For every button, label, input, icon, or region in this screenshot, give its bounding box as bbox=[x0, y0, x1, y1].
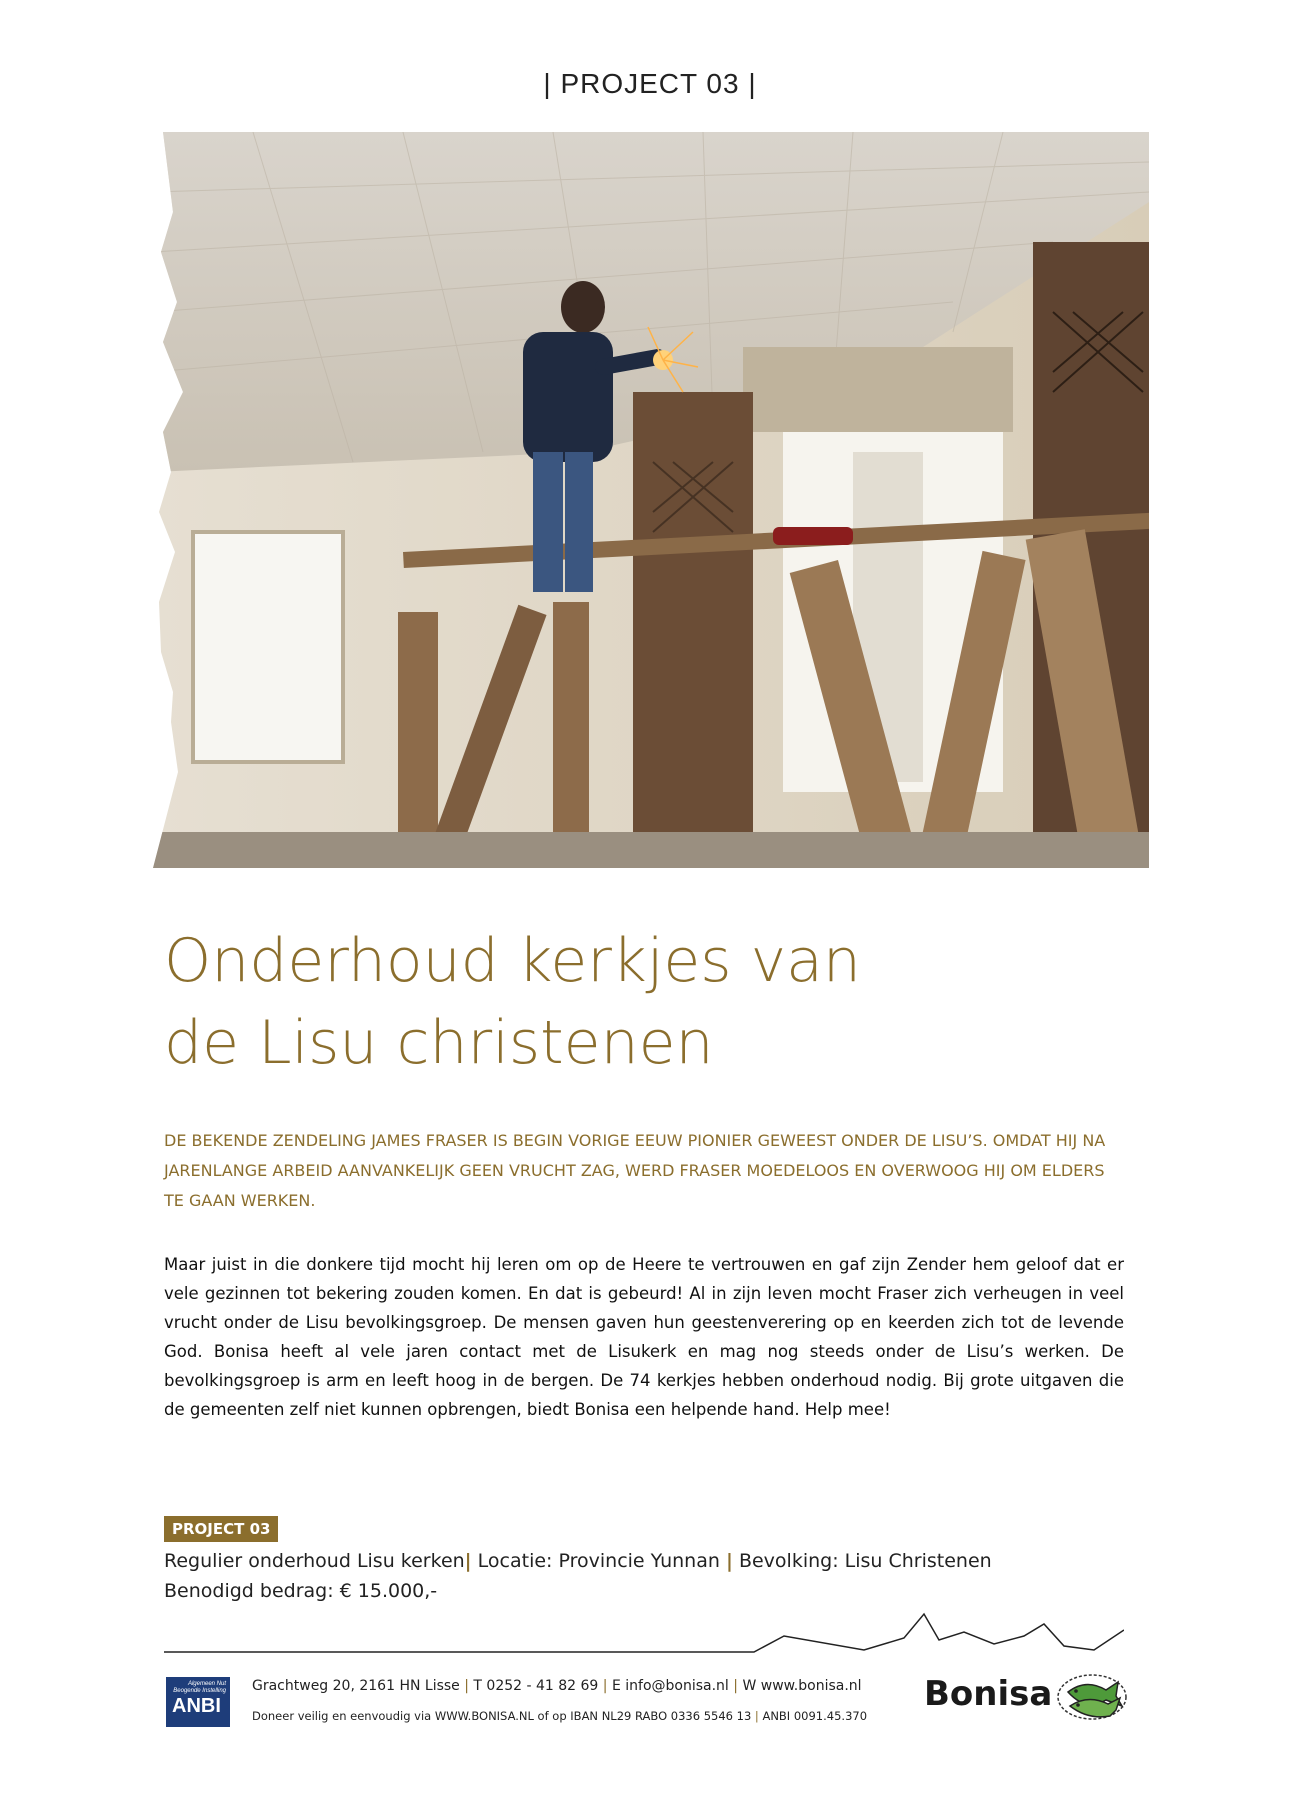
construction-photo bbox=[153, 132, 1149, 868]
project-item-population: Bevolking: Lisu Christenen bbox=[738, 1550, 992, 1572]
separator: | bbox=[602, 1678, 608, 1694]
project-details-line bbox=[164, 1546, 1164, 1576]
anbi-small-text: Algemeen Nut Beogende Instelling bbox=[173, 1681, 226, 1694]
footer-contact bbox=[252, 1678, 862, 1694]
footer-website[interactable]: W www.bonisa.nl bbox=[742, 1678, 862, 1694]
footer-email[interactable]: E info@bonisa.nl bbox=[611, 1678, 729, 1694]
anbi-label: ANBI bbox=[172, 1695, 221, 1717]
separator: | bbox=[754, 1709, 759, 1723]
mountain-divider bbox=[164, 1600, 1124, 1660]
separator: | bbox=[464, 1550, 472, 1572]
title-line-1: Onderhoud kerkjes van bbox=[164, 926, 861, 996]
project-item-location: Locatie: Provincie Yunnan bbox=[477, 1550, 720, 1572]
article-title bbox=[164, 920, 1164, 1084]
footer-phone: T 0252 - 41 82 69 bbox=[473, 1678, 599, 1694]
footer-address: Grachtweg 20, 2161 HN Lisse bbox=[252, 1678, 460, 1694]
project-item-maintenance: Regulier onderhoud Lisu kerken bbox=[164, 1550, 465, 1572]
project-amount: Benodigd bedrag: € 15.000,- bbox=[164, 1580, 438, 1602]
project-details bbox=[164, 1546, 1164, 1606]
project-badge: PROJECT 03 bbox=[164, 1516, 278, 1542]
intro-paragraph: DE BEKENDE ZENDELING JAMES FRASER IS BEGIN VORIGE EEUW PIONIER GEWEEST ONDER DE LISU’S. OMDAT HIJ NA JARENLANGE ARBEID AANVANKELIJK GEEN VRUCHT ZAG, WERD FRASER MOEDELOOS EN OVERWOOG HIJ OM ELDERS TE GAAN WERKEN. bbox=[164, 1131, 1106, 1210]
footer-donate-text: Doneer veilig en eenvoudig via WWW.BONISA.NL of op IBAN NL29 RABO 0336 5546 13 bbox=[252, 1709, 752, 1723]
anbi-logo bbox=[166, 1677, 230, 1727]
separator: | bbox=[464, 1678, 469, 1694]
footer-donate bbox=[252, 1709, 867, 1723]
body-paragraph: Maar juist in die donkere tijd mocht hij leren om op de Heere te vertrouwen en gaf zijn Zender hem geloof dat er vele gezinnen tot bekering zouden komen. En dat is gebeurd! Al in zijn leven mocht Fraser zich verheugen in veel vrucht onder de Lisu bevolkingsgroep. De mensen gaven hun geestenverering op en keerden zich tot de levende God. Bonisa heeft al vele jaren contact met de Lisukerk en mag nog steeds onder de Lisu’s werken. De bevolkingsgroep is arm en leeft hoog in de bergen. De 74 kerkjes hebben onderhoud nodig. Bij grote uitgaven die de gemeenten zelf niet kunnen opbrengen, biedt Bonisa een helpende hand. Help mee! bbox=[164, 1255, 1124, 1419]
page-header-label: | PROJECT 03 | bbox=[543, 68, 757, 99]
separator: | bbox=[733, 1678, 738, 1694]
bonisa-logo-text: Bonisa bbox=[924, 1674, 1053, 1714]
footer-anbi-number: ANBI 0091.45.370 bbox=[762, 1709, 868, 1723]
title-line-2: de Lisu christenen bbox=[164, 1008, 714, 1078]
separator: | bbox=[725, 1550, 733, 1572]
bonisa-fish-icon bbox=[1056, 1672, 1130, 1722]
